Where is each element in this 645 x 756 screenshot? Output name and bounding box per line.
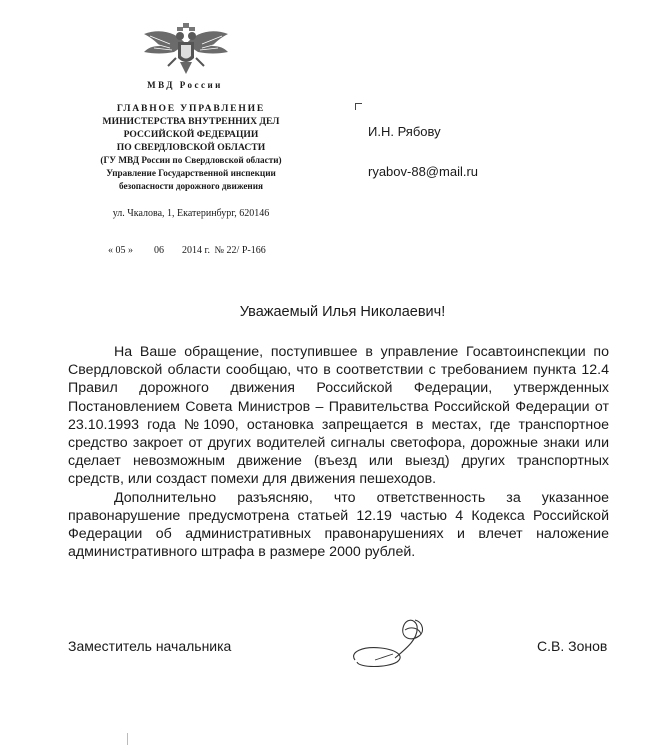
- emblem-icon: [140, 22, 232, 80]
- ref-year: 2014 г.: [182, 245, 210, 256]
- page-mark: [127, 733, 128, 745]
- org-line: ПО СВЕРДЛОВСКОЙ ОБЛАСТИ: [116, 142, 266, 153]
- recipient-email: ryabov-88@mail.ru: [368, 164, 479, 179]
- org-line: Управление Государственной инспекции: [106, 168, 276, 178]
- ref-day: « 05 »: [108, 245, 133, 256]
- salutation: Уважаемый Илья Николаевич!: [239, 304, 446, 320]
- body-paragraph: На Ваше обращение, поступившее в управление Госавтоинспекции по Свердловской области сообщаю, что в соответствии с требованием пункта 12.4 Правил дорожного движения Российской Федерации, утвержденных Постановлением Совета Министров – Правительства Российской Федерации от 23.10.1993 года №1090, остановка запрещается в местах, где транспортное средство закроет от других водителей сигналы светофора, дорожные знаки или сделает невозможным движение (въезд или выезд) других транспортных средств, или создаст помехи для движения пешеходов.: [68, 344, 609, 488]
- body-paragraph: Дополнительно разъясняю, что ответственность за указанное правонарушение предусмотрена статьей 12.19 частью 4 Кодекса Российской Федерации об административных правонарушениях и влечет наложение административного штрафа в размере 2000 рублей.: [68, 489, 609, 561]
- org-address: ул. Чкалова, 1, Екатеринбург, 620146: [112, 208, 270, 219]
- org-line: безопасности дорожного движения: [119, 181, 263, 191]
- signature-icon: [345, 608, 435, 676]
- org-line: МИНИСТЕРСТВА ВНУТРЕННИХ ДЕЛ: [102, 116, 280, 127]
- org-line: (ГУ МВД России по Свердловской области): [100, 155, 282, 165]
- organization-name: [60, 102, 322, 193]
- org-line: ГЛАВНОЕ УПРАВЛЕНИЕ: [116, 103, 266, 114]
- mvd-label: МВД России: [147, 80, 223, 90]
- address-corner-mark: [355, 103, 362, 110]
- letter-body: [68, 343, 609, 561]
- signatory-name: С.В. Зонов: [537, 638, 608, 654]
- signatory-title: Заместитель начальника: [68, 638, 232, 654]
- org-line: РОССИЙСКОЙ ФЕДЕРАЦИИ: [123, 129, 259, 140]
- reference-line: [108, 245, 266, 256]
- ref-number: № 22/ Р-166: [214, 245, 266, 256]
- ref-month: 06: [154, 245, 164, 256]
- recipient-name: И.Н. Рябову: [368, 124, 441, 139]
